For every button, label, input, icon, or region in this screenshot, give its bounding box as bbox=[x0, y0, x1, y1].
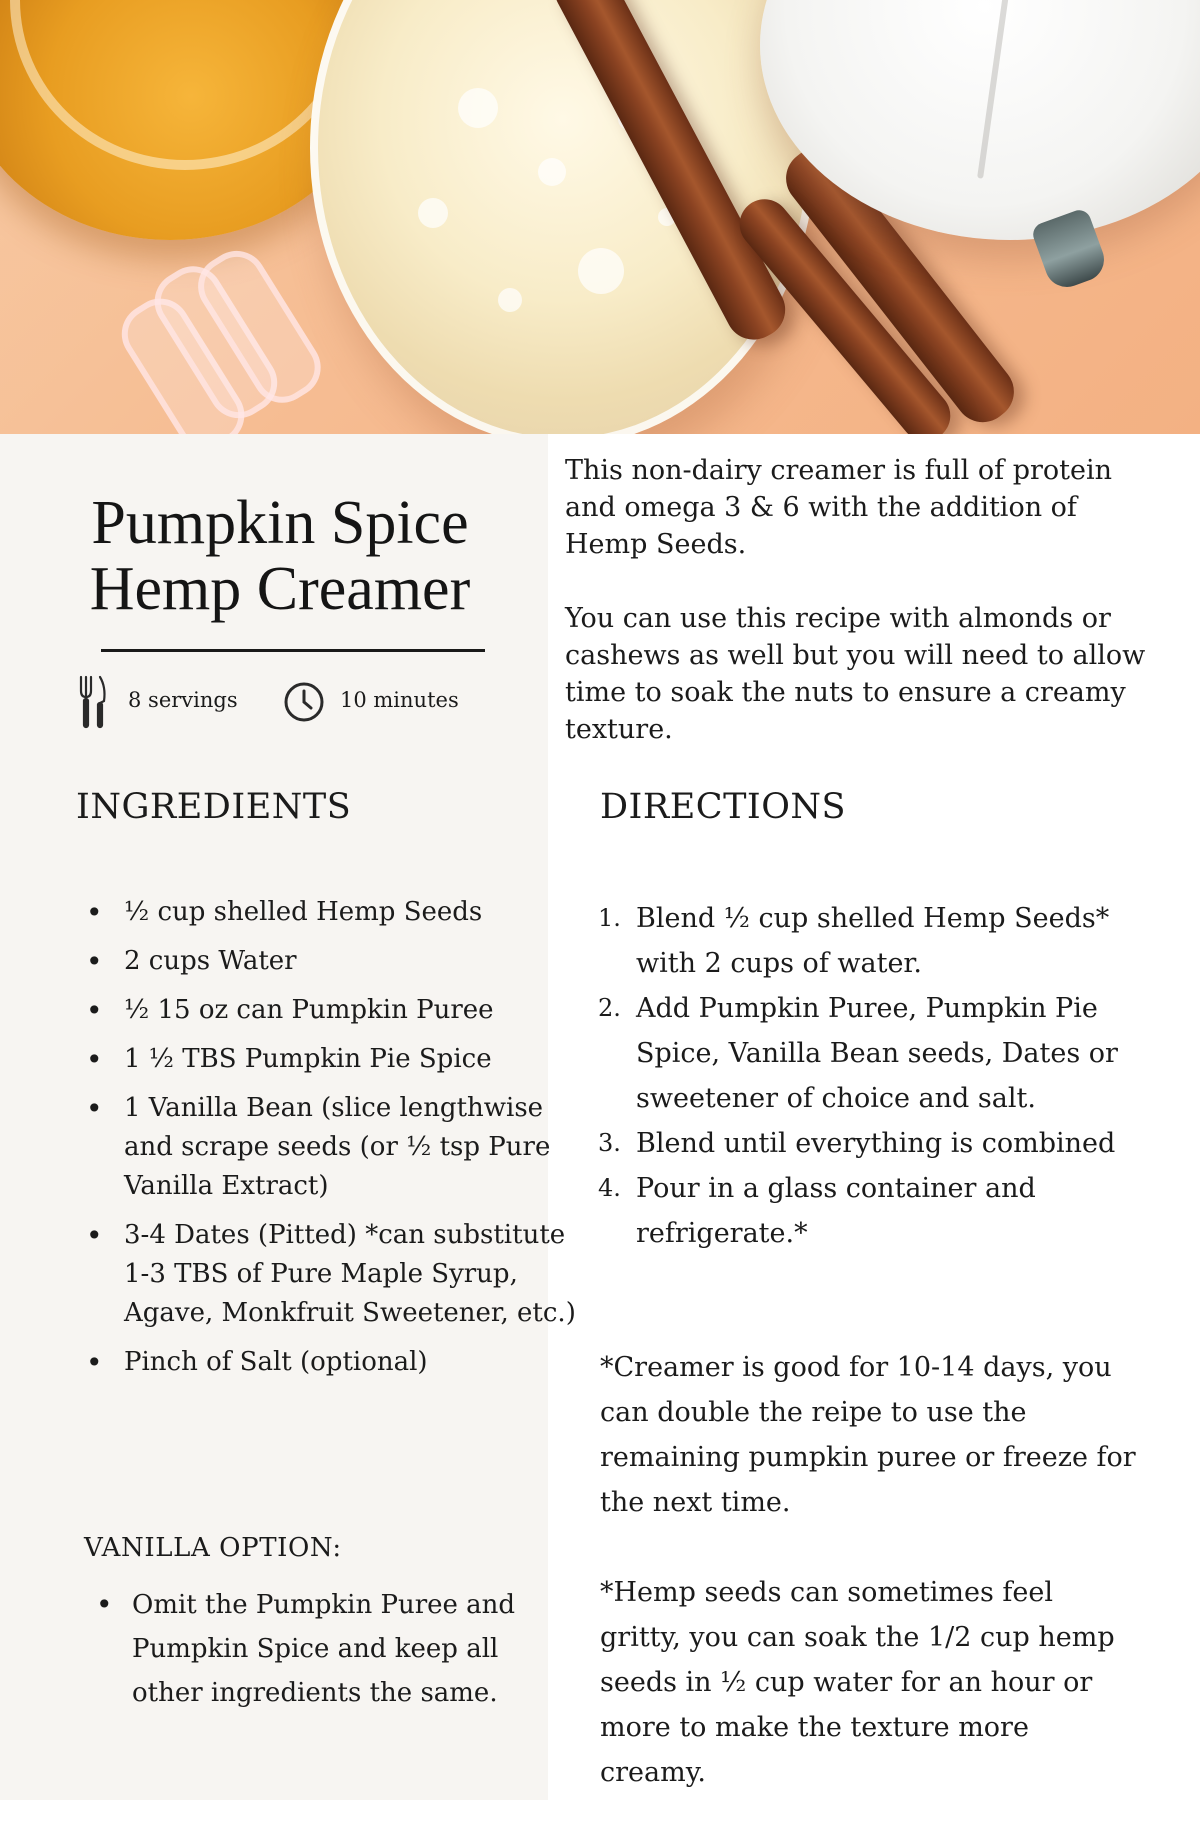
ingredient-item: • Pinch of Salt (optional) bbox=[124, 1343, 584, 1382]
step-text: Add Pumpkin Puree, Pumpkin Pie Spice, Vanilla Bean seeds, Dates or sweetener of choice and salt. bbox=[636, 993, 1118, 1114]
step-text: Blend ½ cup shelled Hemp Seeds* with 2 cups of water. bbox=[636, 903, 1110, 979]
title-line-1: Pumpkin Spice bbox=[91, 489, 469, 557]
step-text: Pour in a glass container and refrigerate.* bbox=[636, 1173, 1036, 1249]
ingredient-item: • 2 cups Water bbox=[124, 942, 584, 981]
title-line-2: Hemp Creamer bbox=[89, 555, 471, 623]
note-paragraph: *Hemp seeds can sometimes feel gritty, you can soak the 1/2 cup hemp seeds in ½ cup water for an hour or more to make the texture more creamy. bbox=[600, 1577, 1115, 1788]
ingredient-item: • 1 Vanilla Bean (slice lengthwise and scrape seeds (or ½ tsp Pure Vanilla Extract) bbox=[124, 1089, 584, 1206]
ingredient-item: • 1 ½ TBS Pumpkin Pie Spice bbox=[124, 1040, 584, 1079]
vanilla-option-list bbox=[84, 1583, 552, 1715]
direction-step bbox=[598, 986, 1156, 1121]
intro-paragraph: This non-dairy creamer is full of protein and omega 3 & 6 with the addition of Hemp Seeds. bbox=[565, 455, 1113, 560]
recipe-photo bbox=[0, 0, 1200, 434]
title-divider bbox=[101, 649, 485, 652]
servings-label: 8 servings bbox=[128, 688, 238, 712]
step-number: 3. bbox=[598, 1129, 621, 1157]
ingredients-heading: INGREDIENTS bbox=[76, 787, 352, 827]
step-number: 4. bbox=[598, 1174, 621, 1202]
step-text: Blend until everything is combined bbox=[636, 1128, 1116, 1159]
directions-heading: DIRECTIONS bbox=[600, 787, 847, 827]
vanilla-option-item: • Omit the Pumpkin Puree and Pumpkin Spice and keep all other ingredients the same. bbox=[132, 1583, 552, 1715]
fork-knife-icon bbox=[78, 675, 108, 731]
direction-step bbox=[598, 1121, 1156, 1166]
recipe-notes bbox=[600, 1345, 1140, 1840]
step-number: 1. bbox=[598, 904, 621, 932]
directions-list bbox=[600, 896, 1156, 1256]
ingredients-list bbox=[76, 893, 584, 1392]
step-number: 2. bbox=[598, 994, 621, 1022]
vanilla-option-heading: VANILLA OPTION: bbox=[84, 1533, 342, 1563]
recipe-title bbox=[0, 490, 560, 622]
recipe-intro bbox=[565, 452, 1165, 785]
time-label: 10 minutes bbox=[340, 688, 459, 712]
note-paragraph: *Creamer is good for 10-14 days, you can double the reipe to use the remaining pumpkin puree or freeze for the next time. bbox=[600, 1352, 1136, 1518]
direction-step bbox=[598, 896, 1156, 986]
intro-paragraph: You can use this recipe with almonds or cashews as well but you will need to allow time to soak the nuts to ensure a creamy texture. bbox=[565, 603, 1146, 745]
ingredient-item: • ½ cup shelled Hemp Seeds bbox=[124, 893, 584, 932]
clock-icon bbox=[283, 681, 325, 723]
direction-step bbox=[598, 1166, 1156, 1256]
ingredient-item: • ½ 15 oz can Pumpkin Puree bbox=[124, 991, 584, 1030]
ingredient-item: • 3-4 Dates (Pitted) *can substitute 1-3 TBS of Pure Maple Syrup, Agave, Monkfruit Sweetener, etc.) bbox=[124, 1216, 584, 1333]
